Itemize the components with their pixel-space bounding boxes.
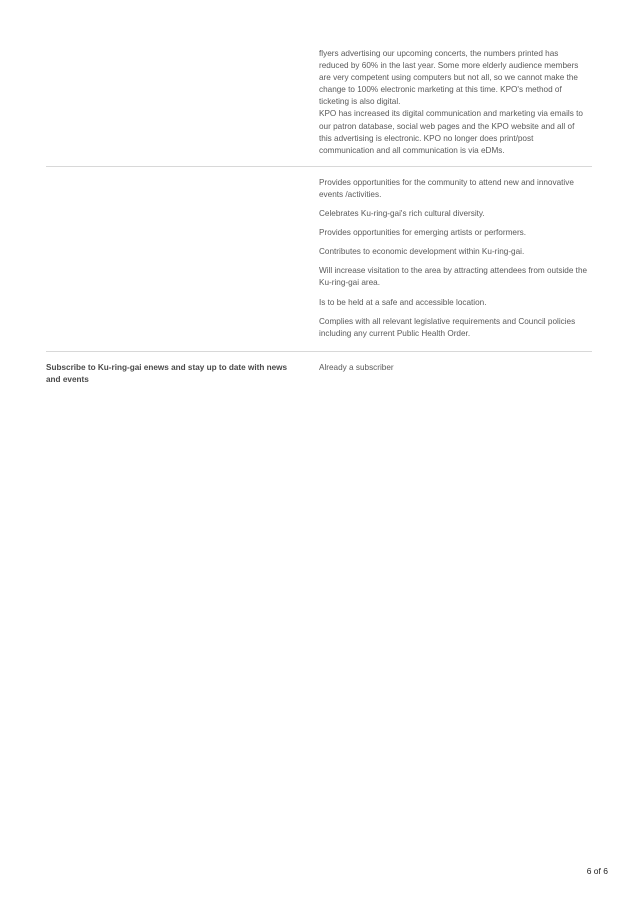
subscribe-row <box>46 352 592 386</box>
answer-line: flyers advertising our upcoming concerts, the numbers printed has <box>319 49 559 58</box>
subscribe-question: Subscribe to Ku-ring-gai enews and stay up to date with news and events <box>46 362 288 384</box>
criteria-item: Will increase visitation to the area by attracting attendees from outside the Ku-ring-gai area. <box>319 266 588 288</box>
marketing-answer <box>319 46 592 166</box>
criteria-item: Contributes to economic development within Ku-ring-gai. <box>319 247 525 257</box>
marketing-answer-row <box>46 46 592 167</box>
answer-line: change to 100% electronic marketing at this time. KPO's method of <box>319 85 562 95</box>
criteria-row <box>46 167 592 352</box>
criteria-item: Celebrates Ku-ring-gai's rich cultural diversity. <box>319 209 485 219</box>
page-number: 6 of 6 <box>586 866 608 876</box>
answer-line: our patron database, social web pages and the KPO website and all of <box>319 121 575 131</box>
criteria-item: Is to be held at a safe and accessible location. <box>319 297 487 307</box>
row-label <box>46 167 319 351</box>
criteria-item: Provides opportunities for emerging artists or performers. <box>319 228 527 238</box>
answer-line: reduced by 60% in the last year. Some more elderly audience members <box>319 61 579 71</box>
row-label <box>46 46 319 166</box>
criteria-item: Complies with all relevant legislative requirements and Council policies including any current Public Health Order. <box>319 316 576 338</box>
answer-line: communication and all communication is via eDMs. <box>319 145 505 155</box>
subscribe-answer: Already a subscriber <box>319 362 394 372</box>
answer-line: are very competent using computers but not all, so we cannot make the <box>319 73 578 83</box>
answer-line: this advertising is electronic. KPO no longer does print/post <box>319 133 534 143</box>
answer-line: KPO has increased its digital communication and marketing via emails to <box>319 109 583 119</box>
answer-line: ticketing is also digital. <box>319 97 401 107</box>
form-summary <box>46 46 592 386</box>
criteria-item: Provides opportunities for the community to attend new and innovative events /activities. <box>319 177 574 199</box>
criteria-list <box>319 167 592 351</box>
